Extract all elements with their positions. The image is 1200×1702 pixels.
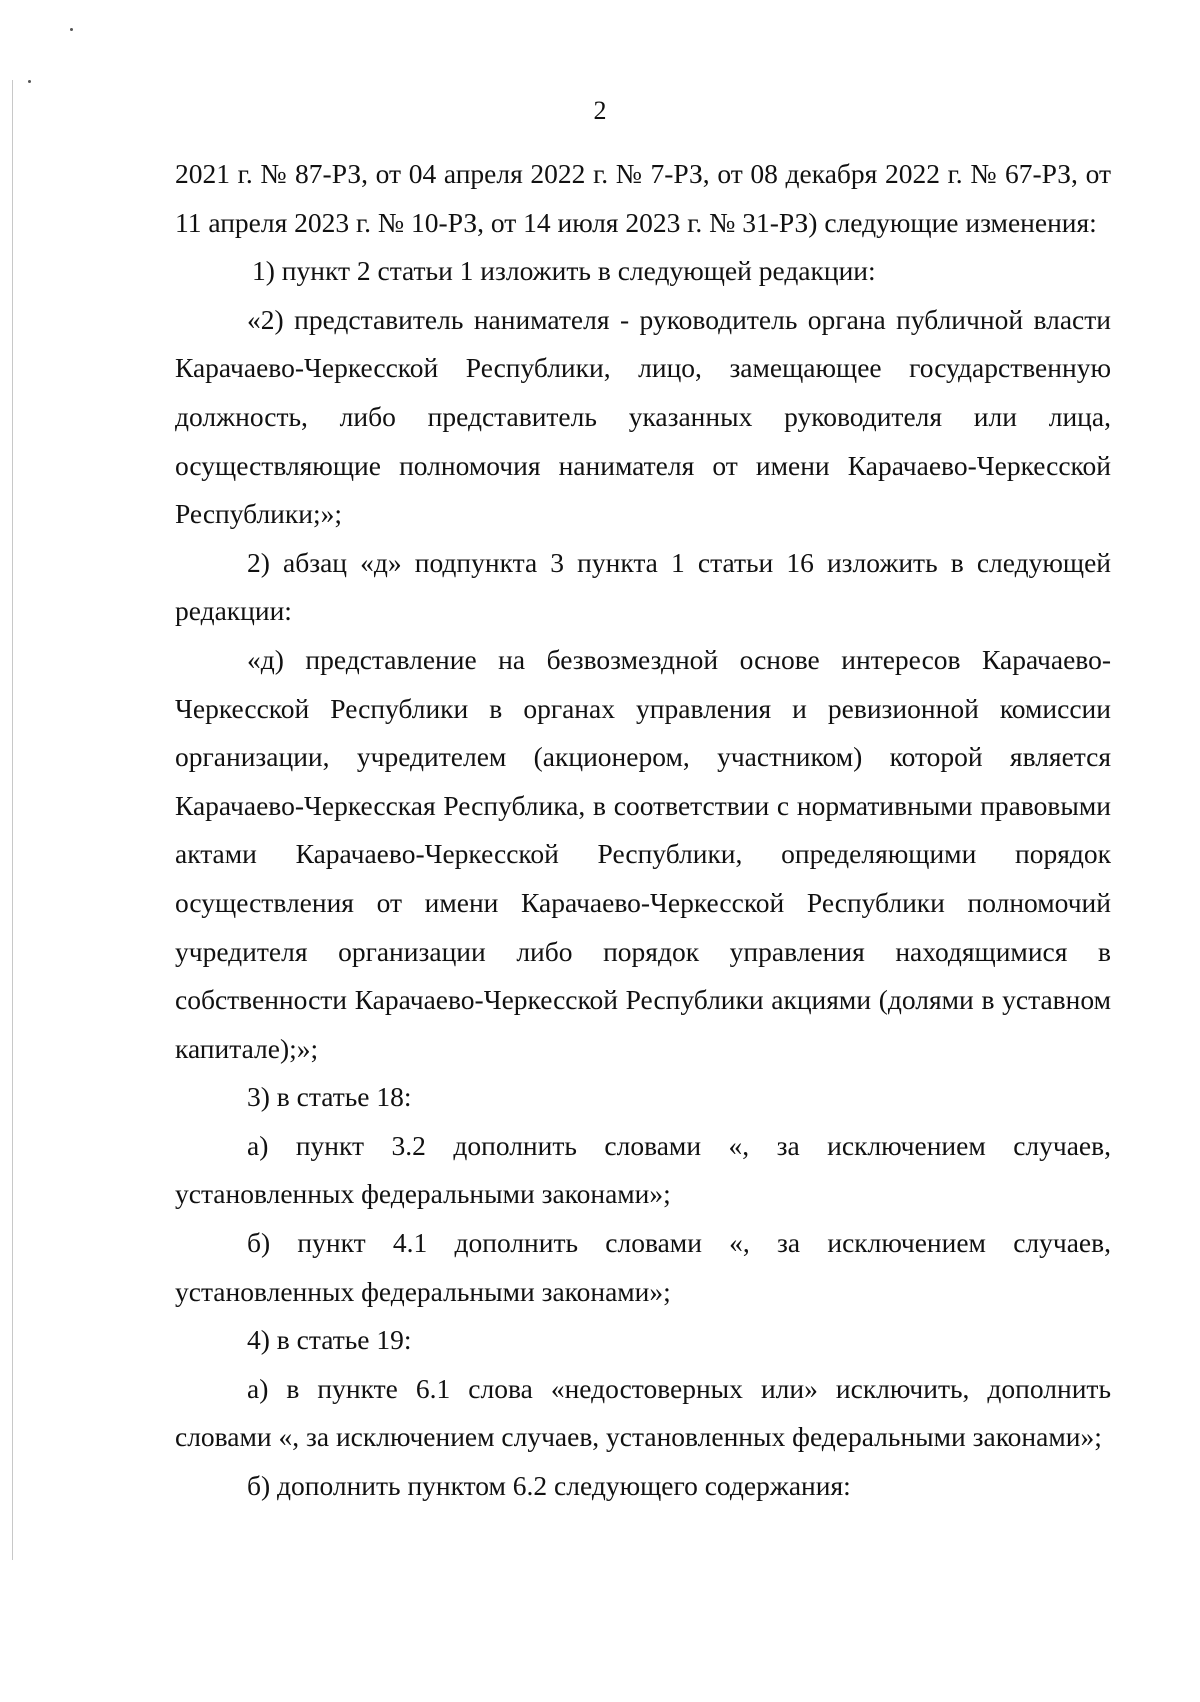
paragraph-amendments-intro: 2021 г. № 87-РЗ, от 04 апреля 2022 г. № 7-РЗ, от 08 декабря 2022 г. № 67-РЗ, от 11 апреля 2023 г. № 10-РЗ, от 14 июля 2023 г. № 31-РЗ) следующие изменения: bbox=[175, 158, 1111, 238]
paragraph-item-3: 3) в статье 18: bbox=[247, 1081, 412, 1113]
paragraph-item-3a: а) пункт 3.2 дополнить словами «, за исключением случаев, установленных федеральными законами»; bbox=[175, 1129, 1111, 1210]
paragraph-item-1: 1) пункт 2 статьи 1 изложить в следующей редакции: bbox=[252, 255, 876, 287]
scan-speck bbox=[28, 80, 31, 83]
paragraph-item-2-text: «д) представление на безвозмездной основе интересов Карачаево-Черкесской Республики в органах управления и ревизионной комиссии организации, учредителем (акционером, участником) которой является Карачаево-Черкесская Республика, в соответствии с нормативными правовыми актами Карачаево-Черкесской Республики, определяющими порядок осуществления от имени Карачаево-Черкесской Республики полномочий учредителя организации либо порядок управления находящимися в собственности Карачаево-Черкесской Республики акциями (долями в уставном капитале);»; bbox=[175, 643, 1111, 1064]
paragraph-item-2: 2) абзац «д» подпункта 3 пункта 1 статьи 16 изложить в следующей редакции: bbox=[175, 546, 1111, 627]
document-body bbox=[175, 150, 1111, 1511]
paragraph-item-4b: б) дополнить пунктом 6.2 следующего содержания: bbox=[247, 1470, 851, 1502]
scan-edge-line bbox=[12, 80, 13, 1560]
page-number: 2 bbox=[593, 96, 607, 125]
paragraph-item-4a: а) в пункте 6.1 слова «недостоверных или» исключить, дополнить словами «, за исключением случаев, установленных федеральными законами»; bbox=[175, 1372, 1111, 1453]
paragraph-item-4: 4) в статье 19: bbox=[247, 1324, 412, 1356]
paragraph-item-3b: б) пункт 4.1 дополнить словами «, за исключением случаев, установленных федеральными законами»; bbox=[175, 1227, 1111, 1307]
scan-speck bbox=[70, 28, 73, 31]
paragraph-item-1-text: «2) представитель нанимателя - руководитель органа публичной власти Карачаево-Черкесской Республики, лицо, замещающее государственную должность, либо представитель указанных руководителя или лица, осуществляющие полномочия нанимателя от имени Карачаево-Черкесской Республики;»; bbox=[175, 303, 1111, 530]
